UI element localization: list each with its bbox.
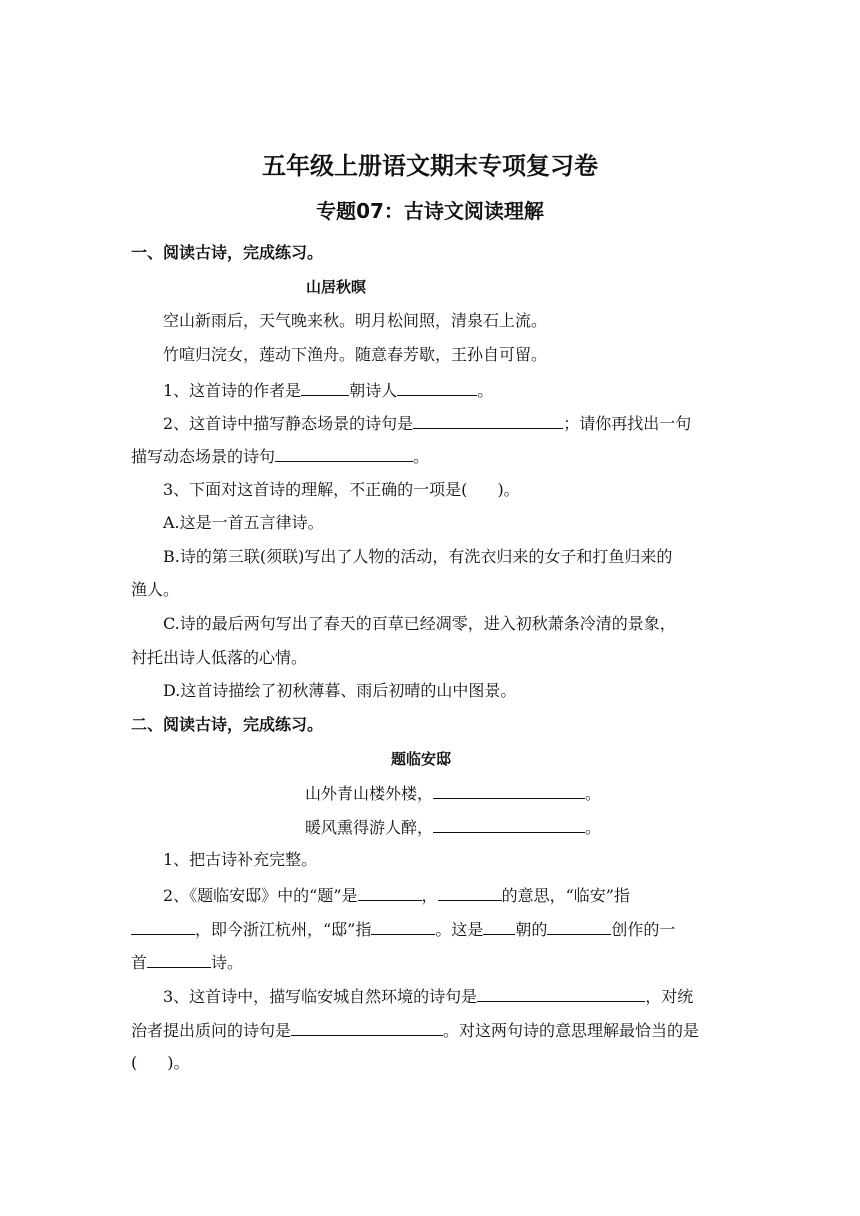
s1-q3-text-b: )。 <box>497 480 520 499</box>
s2-question-3 <box>0 983 860 1009</box>
s2-q2-text-i: 诗。 <box>211 953 244 972</box>
page-title: 五年级上册语文期末专项复习卷 <box>262 152 598 180</box>
poem-2-line-2-end: 。 <box>585 818 602 837</box>
poem-1-line-1: 空山新雨后，天气晚来秋。明月松间照，清泉石上流。 <box>163 311 548 330</box>
poem-1-line-2: 竹喧归浣女，莲动下渔舟。随意春芳歇，王孙自可留。 <box>163 345 548 364</box>
s1-q1-blank-author[interactable] <box>397 377 477 396</box>
s2-q2-text-g: 创作的一 <box>611 920 676 939</box>
s2-q3-text-a: 3、这首诗中，描写临安城自然环境的诗句是 <box>163 987 478 1006</box>
s1-question-2 <box>0 410 860 436</box>
s1-q1-text-c: 。 <box>477 381 494 400</box>
s2-q2-blank-1[interactable] <box>358 882 422 901</box>
s2-q3-text-f: )。 <box>167 1053 190 1072</box>
s2-q2-blank-author[interactable] <box>547 916 611 935</box>
s1-q1-text-b: 朝诗人 <box>349 381 398 400</box>
poem-2-blank-1[interactable] <box>433 780 585 799</box>
s2-question-1: 1、把古诗补充完整。 <box>163 850 318 869</box>
s2-q2-blank-2[interactable] <box>438 882 502 901</box>
s2-q2-text-h: 首 <box>131 953 148 972</box>
section-1-heading: 一、阅读古诗，完成练习。 <box>131 243 324 262</box>
s2-q2-blank-type[interactable] <box>147 949 211 968</box>
s1-q1-blank-dynasty[interactable] <box>301 377 349 396</box>
poem-2-line-2-text: 暖风熏得游人醉， <box>305 818 434 837</box>
s1-question-1 <box>0 377 860 403</box>
s1-option-b-line-1: B.诗的第三联(须联)写出了人物的活动，有洗衣归来的女子和打鱼归来的 <box>163 547 673 566</box>
s1-q2-text-d: 。 <box>413 447 430 466</box>
poem-2-title: 题临安邸 <box>391 750 452 768</box>
s2-q2-text-a: 2、《题临安邸》中的“题”是 <box>163 886 358 905</box>
poem-1-title: 山居秋暝 <box>306 278 367 296</box>
s2-q3-text-e: ( <box>131 1053 138 1072</box>
s1-question-3 <box>0 478 860 502</box>
s2-question-3-end <box>0 1051 860 1075</box>
s1-question-2-cont <box>0 443 860 469</box>
page-subtitle: 专题07：古诗文阅读理解 <box>316 199 544 223</box>
s2-q3-text-b: ，对统 <box>645 987 694 1006</box>
s2-q3-text-c: 治者提出质问的诗句是 <box>131 1021 292 1040</box>
s2-q2-blank-4[interactable] <box>371 916 435 935</box>
s1-q2-blank-dynamic[interactable] <box>275 443 413 462</box>
poem-2-line-1 <box>0 780 860 806</box>
s1-q3-text-a: 3、下面对这首诗的理解，不正确的一项是( <box>163 480 468 499</box>
s1-option-a: A.这是一首五言律诗。 <box>163 513 324 532</box>
s1-option-c-line-1: C.诗的最后两句写出了春天的百草已经凋零，进入初秋萧条冷清的景象， <box>163 614 676 633</box>
s1-option-c-line-2: 衬托出诗人低落的心情。 <box>131 648 308 667</box>
s1-q1-text-a: 1、这首诗的作者是 <box>163 381 302 400</box>
s2-q3-text-d: 。对这两句诗的意思理解最恰当的是 <box>443 1021 700 1040</box>
poem-2-blank-2[interactable] <box>433 814 585 833</box>
s2-question-3-cont <box>0 1017 860 1043</box>
section-2-heading: 二、阅读古诗，完成练习。 <box>131 715 324 734</box>
s2-q3-blank-2[interactable] <box>291 1017 443 1036</box>
s2-q3-blank-1[interactable] <box>477 983 645 1002</box>
s2-q2-blank-3[interactable] <box>131 916 195 935</box>
s2-q2-text-e: 。这是 <box>435 920 484 939</box>
s1-q2-text-c: 描写动态场景的诗句 <box>131 447 276 466</box>
s2-question-2 <box>0 882 860 908</box>
s1-option-b-line-2: 渔人。 <box>131 580 180 599</box>
s2-q2-blank-dynasty[interactable] <box>483 916 515 935</box>
s1-q2-blank-static[interactable] <box>413 410 563 429</box>
s1-q2-text-b: ；请你再找出一句 <box>563 414 692 433</box>
poem-2-line-1-end: 。 <box>585 784 602 803</box>
s1-option-d: D.这首诗描绘了初秋薄暮、雨后初晴的山中图景。 <box>163 681 517 700</box>
poem-2-line-1-text: 山外青山楼外楼， <box>305 784 434 803</box>
s2-q2-text-c: 的意思，“临安”指 <box>501 886 630 905</box>
s1-q2-text-a: 2、这首诗中描写静态场景的诗句是 <box>163 414 414 433</box>
s2-q2-text-b: ， <box>421 886 438 905</box>
s2-question-2-end <box>0 949 860 975</box>
poem-2-line-2 <box>0 814 860 840</box>
s2-q2-text-f: 朝的 <box>515 920 548 939</box>
s2-q2-text-d: ，即今浙江杭州，“邸”指 <box>195 920 372 939</box>
s2-question-2-cont <box>0 916 860 942</box>
